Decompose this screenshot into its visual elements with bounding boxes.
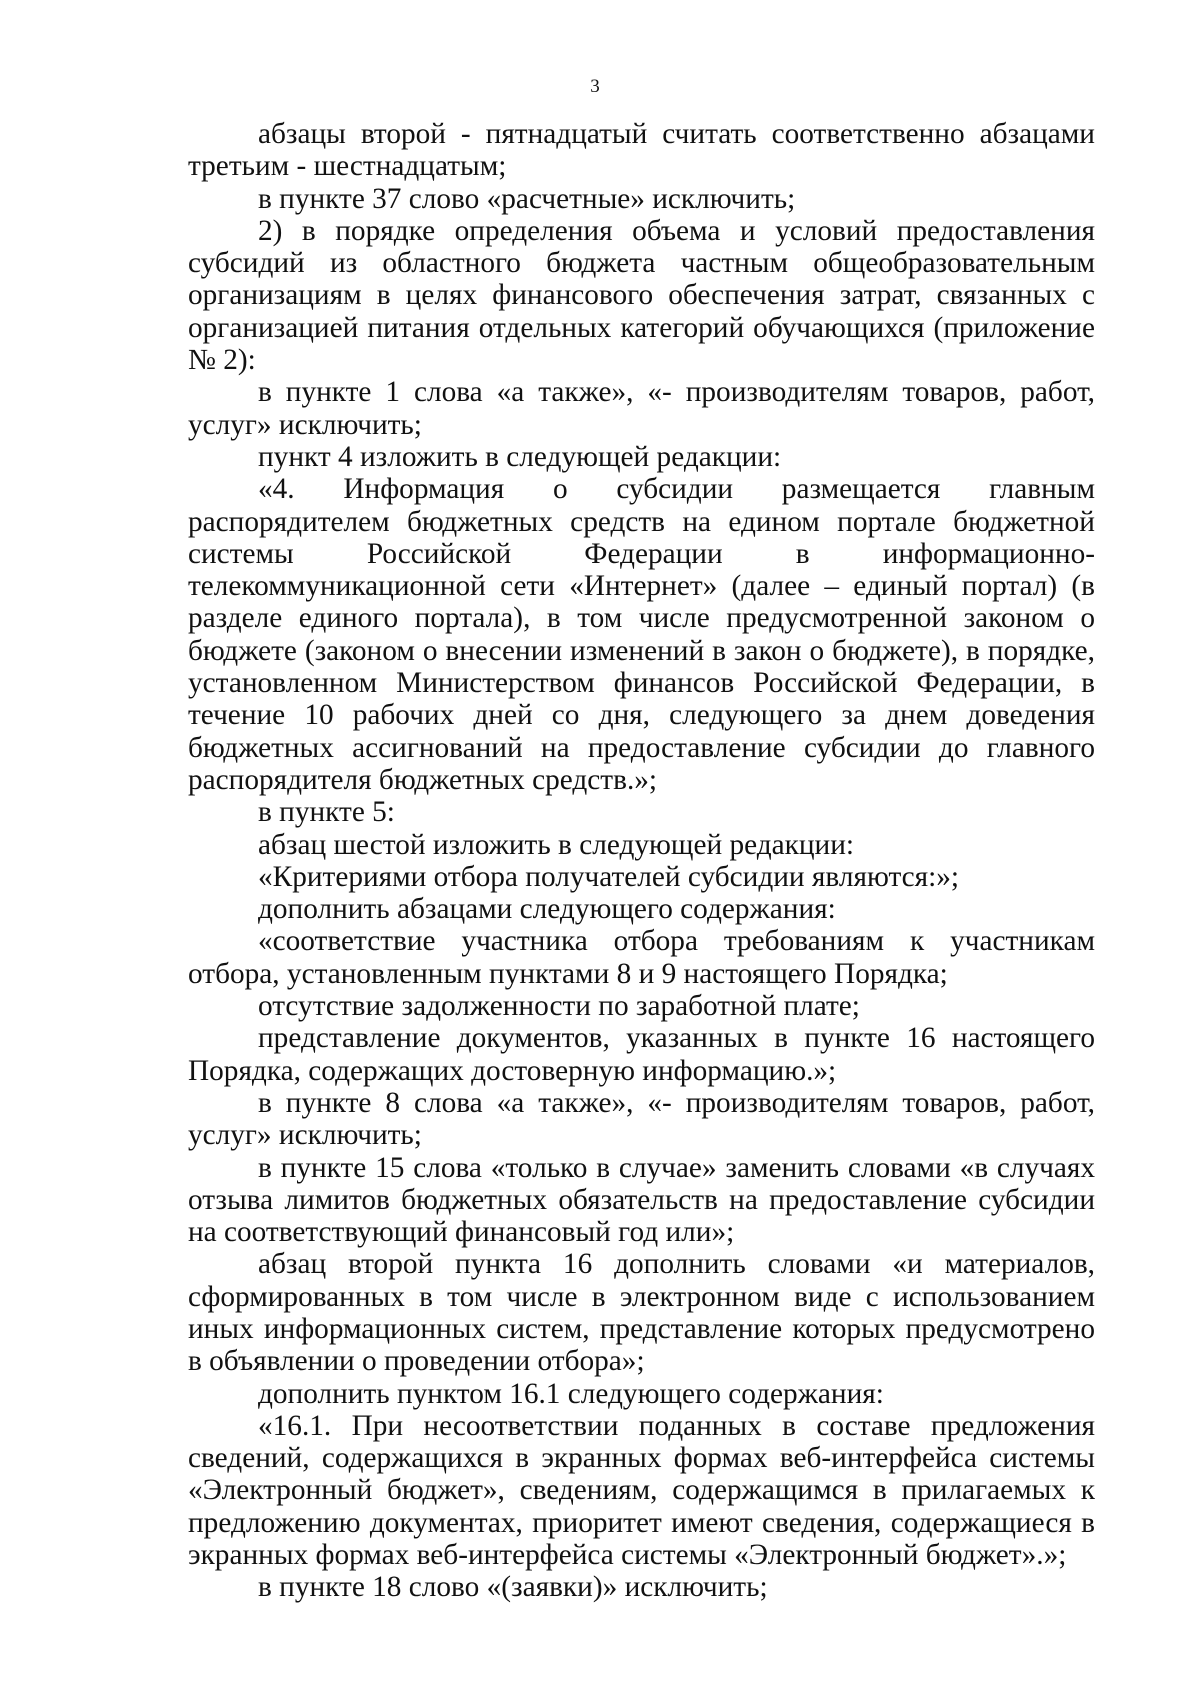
paragraph: абзац второй пункта 16 дополнить словами «и материалов, сформированных в том числе в электронном виде с использованием иных информационных систем, представление которых предусмотрено в объявлении о проведении отбора»;: [188, 1248, 1095, 1378]
paragraph: «соответствие участника отбора требованиям к участникам отбора, установленным пунктами 8 и 9 настоящего Порядка;: [188, 925, 1095, 990]
paragraph: представление документов, указанных в пункте 16 настоящего Порядка, содержащих достоверную информацию.»;: [188, 1022, 1095, 1087]
paragraph: абзац шестой изложить в следующей редакции:: [258, 828, 855, 861]
paragraph: в пункте 5:: [258, 796, 395, 829]
paragraph: отсутствие задолженности по заработной плате;: [258, 990, 860, 1023]
page-number: 3: [590, 76, 600, 97]
document-body: [188, 118, 1095, 1604]
paragraph: дополнить абзацами следующего содержания:: [258, 893, 836, 926]
paragraph: в пункте 8 слова «а также», «- производителям товаров, работ, услуг» исключить;: [188, 1086, 1095, 1152]
paragraph: пункт 4 изложить в следующей редакции:: [258, 440, 782, 473]
paragraph: в пункте 1 слова «а также», «- производителям товаров, работ, услуг» исключить;: [188, 376, 1095, 441]
paragraph: в пункте 15 слова «только в случае» заменить словами «в случаях отзыва лимитов бюджетных обязательств на предоставление субсидии на соответствующий финансовый год или»;: [188, 1151, 1095, 1249]
paragraph: «16.1. При несоответствии поданных в составе предложения сведений, содержащихся в экранных формах веб-интерфейса системы «Электронный бюджет», сведениям, содержащимся в прилагаемых к предложению документах, приоритет имеют сведения, содержащиеся в экранных формах веб-интерфейса системы «Электронный бюджет».»;: [188, 1409, 1095, 1572]
paragraph: в пункте 18 слово «(заявки)» исключить;: [258, 1571, 768, 1604]
paragraph: «4. Информация о субсидии размещается главным распорядителем бюджетных средств на едином портале бюджетной системы Российской Федерации в информационно-телекоммуникационной сети «Интернет» (далее – единый портал) (в разделе единого портала), в том числе предусмотренной законом о бюджете (законом о внесении изменений в закон о бюджете), в порядке, установленном Министерством финансов Российской Федерации, в течение 10 рабочих дней со дня, следующего за днем доведения бюджетных ассигнований на предоставление субсидии до главного распорядителя бюджетных средств.»;: [188, 473, 1095, 796]
paragraph: 2) в порядке определения объема и условий предоставления субсидий из областного бюджета частным общеобразовательным организациям в целях финансового обеспечения затрат, связанных с организацией питания отдельных категорий обучающихся (приложение № 2):: [188, 214, 1095, 377]
paragraph: в пункте 37 слово «расчетные» исключить;: [258, 182, 796, 215]
paragraph: абзацы второй - пятнадцатый считать соответственно абзацами третьим - шестнадцатым;: [188, 118, 1095, 183]
paragraph: «Критериями отбора получателей субсидии являются:»;: [258, 860, 960, 893]
paragraph: дополнить пунктом 16.1 следующего содержания:: [258, 1377, 884, 1410]
